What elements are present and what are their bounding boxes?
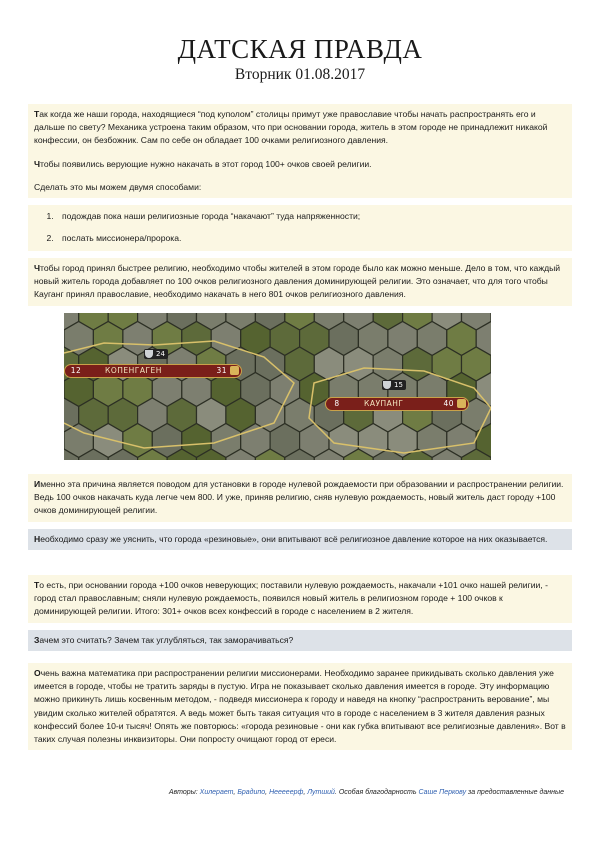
list-item: 2. послать миссионера/пророка.: [56, 232, 566, 245]
city-banner-kaupang[interactable]: [325, 397, 469, 411]
thanks-link[interactable]: Саше Перкову: [418, 789, 467, 796]
intro-paragraph-1: Так когда же наши города, находящиеся “под куполом” столицы примут уже православие чтобы начать распространять его и дальше по свету? Механика устроена таким образом, что при основании города, житель в этом городе не принадлежит никакой конфессии, он безбожник. Сам по себе он обладает 100 очками религиозного давления.: [34, 109, 548, 146]
page-title: ДАТСКАЯ ПРАВДА: [177, 34, 423, 64]
city-right-label: 40: [443, 399, 454, 408]
building-icon: [230, 366, 239, 375]
intro-paragraph-2: Чтобы появились верующие нужно накачать в этот город 100+ очков своей религии.: [34, 158, 372, 169]
city-banner-copenhagen[interactable]: [64, 364, 242, 378]
rubber-cities-paragraph: Необходимо сразу же уяснить, что города «резиновые», они впитывают всё религиозное давление которое на них оказывается.: [34, 534, 548, 544]
list-item: 1. подождав пока наши религиозные города “накачают” туда напряженности;: [56, 210, 566, 223]
city-name: КОПЕНГАГЕН: [105, 366, 162, 375]
city-strength-badge: 15: [382, 380, 406, 390]
rubber-cities-note: [28, 529, 572, 550]
zero-growth-paragraph: Именно эта причина является поводом для установки в городе нулевой рождаемости при образовании и распространении религии. Ведь 100 очков накачать куда легче чем 800. И уже, приняв религию, сняв нулевую рождаемость, новый житель даст городу +100 очков доминирующей религии.: [34, 479, 564, 516]
intro-box: [28, 104, 572, 198]
ways-list-box: [28, 205, 572, 251]
calculation-box: [28, 575, 572, 623]
city-name: КАУПАНГ: [364, 399, 404, 408]
population-paragraph: Чтобы город принял быстрее религию, необходимо чтобы жителей в этом городе было как можно меньше. Дело в том, что каждый новый житель города добавляет по 100 очков религиозного давления доминирующей религии. Это означает, что для того чтобы Кауганг принял православие, необходимо накачать в него 801 очков религиозного давления.: [34, 263, 561, 300]
author-link[interactable]: Брадипо: [237, 789, 266, 796]
shield-icon: [145, 350, 153, 358]
game-map-screenshot: [64, 313, 491, 460]
shield-icon: [383, 381, 391, 389]
city-population: 12: [70, 366, 82, 375]
why-count-note: [28, 630, 572, 651]
city-right-label: 31: [216, 366, 227, 375]
population-box: [28, 258, 572, 306]
building-icon: [457, 399, 466, 408]
city-population: 8: [334, 399, 340, 408]
why-count-paragraph: Зачем это считать? Зачем так углубляться, так заморачиваться?: [34, 635, 294, 645]
ways-list: [34, 210, 566, 245]
zero-growth-box: [28, 474, 572, 522]
math-missionaries-box: [28, 663, 572, 750]
calculation-paragraph: То есть, при основании города +100 очков неверующих; поставили нулевую рождаемость, накачали +101 очко нашей религии, - город стал православным; сняли нулевую рождаемость, появился новый житель в религиозном городе + 100 очков к доминирующей религии. Итого: 301+ очков всех конфессий в городе с населением в 2 жителя.: [34, 580, 548, 617]
credits-line: Авторы: Хилерает, Брадипо, Нееееерф, Лутший. Особая благодарность Саше Перкову за предоставленные данные: [168, 789, 564, 796]
city-strength-badge: 24: [144, 349, 168, 359]
intro-paragraph-3: Сделать это мы можем двумя способами:: [34, 181, 202, 192]
author-link[interactable]: Хилерает: [199, 789, 234, 796]
author-link[interactable]: Лутший: [307, 789, 335, 796]
author-link[interactable]: Нееееерф: [269, 789, 304, 796]
math-missionaries-paragraph: Очень важна математика при распространении религии миссионерами. Необходимо заранее прикидывать сколько давления уже имеется в городе, чтобы не тратить заряды в пустую. Игра не показывает сколько давления имеется в городе. Эту информацию можно прикинуть лишь косвенным методом, - подведя миссионера к городу и наведя на кнопку “распространить верование”, мы увидим сколько жителей обратятся. А ведь может быть такая ситуация что в городе с населением в 3 жителя давления разных конфессий более 10-и тысяч! Опять же повторюсь: «города резиновые - они как губка впитывают все религиозные давления». Вот в таких случая полезны инквизиторы. Они попросту очищают город от ереси.: [34, 668, 566, 745]
page-date: Вторник 01.08.2017: [234, 66, 366, 83]
hex-grid: [64, 313, 491, 460]
